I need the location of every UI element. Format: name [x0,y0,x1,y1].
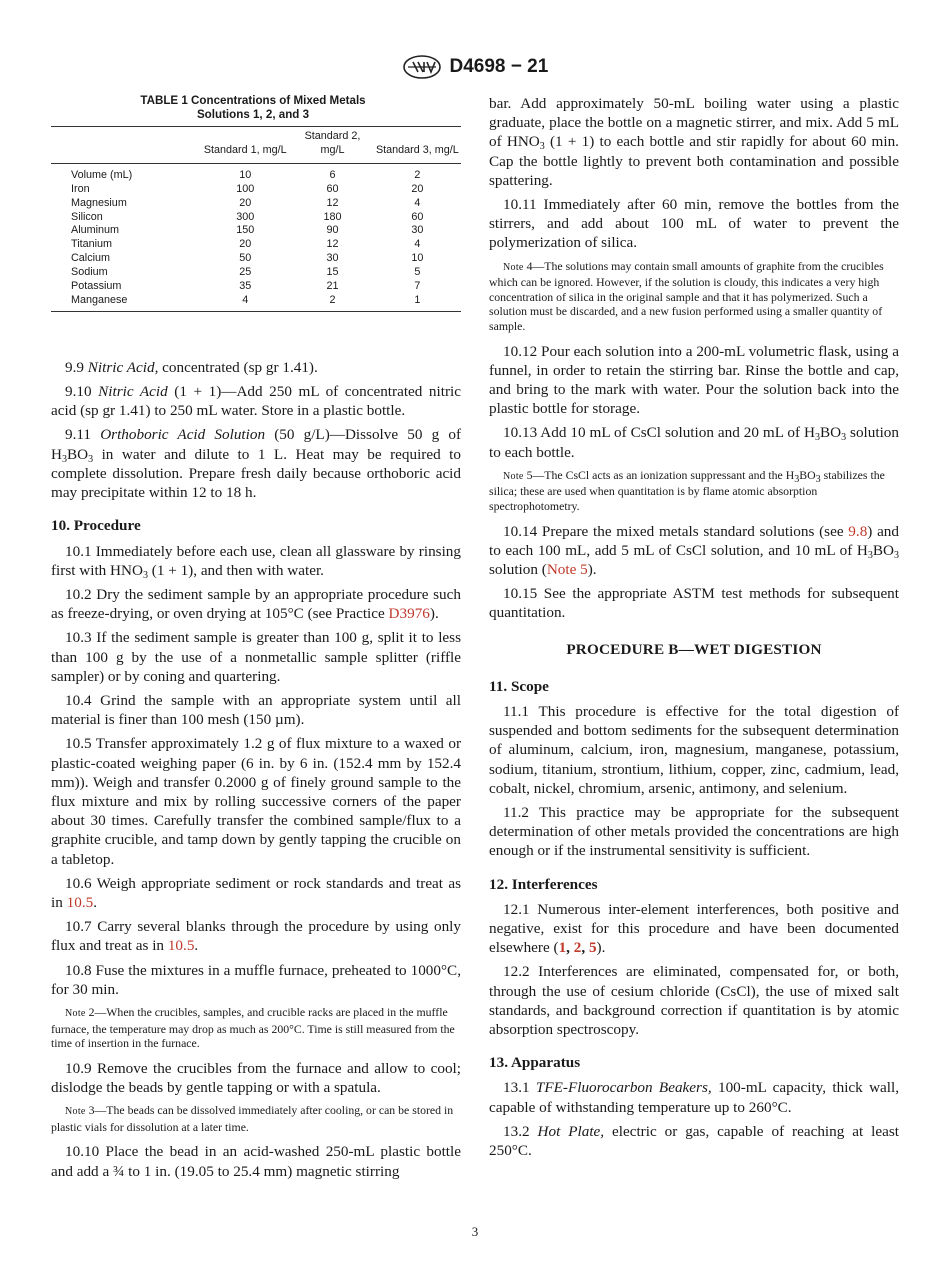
table-cell: 4 [414,238,421,251]
table-row-label: Potassium [71,280,122,293]
paragraph-10-2: 10.2 Dry the sediment sample by an appropriate procedure such as freeze-drying, or oven drying at 105°C (see Practice D3976). [51,585,461,623]
table-cell: 4 [175,294,291,311]
table-row [51,252,461,266]
table-cell: 30 [326,252,339,265]
reference-link-1[interactable]: 1 [558,939,567,957]
paragraph-13-2: 13.2 Hot Plate, electric or gas, capable of reaching at least 250°C. [489,1122,899,1160]
table-cell: 20 [239,196,252,209]
link-9-8[interactable]: 9.8 [848,522,868,540]
section-heading-procedure: 10. Procedure [51,517,141,535]
table-row-label: Titanium [71,238,112,251]
paragraph-10-13: 10.13 Add 10 mL of CsCl solution and 20 mL of $H_3BO_3$ solution to each bottle. [489,424,899,461]
note-5: Note 5—The CsCl acts as an ionization suppressant and the $H_3BO_3$ stabilizes the silica; these are used when quantitation is by flame atomic absorption spectrophotometry. [489,467,885,513]
note-2: Note 2—When the crucibles, samples, and crucible racks are placed in the muffle furnace, the temperature may drop as much as 200°C. Time is still measured from the time of insertion in the furnace. [51,1004,455,1051]
paragraph-9-9: 9.9 Nitric Acid, concentrated (sp gr 1.41). [65,358,318,376]
section-heading-apparatus: 13. Apparatus [489,1054,581,1072]
table-cell: 300 [236,210,255,223]
table-row-label: Silicon [71,210,103,223]
table-header-cell: Standard 3, mg/L [374,127,461,164]
table-row [51,294,461,311]
table-cell: 60 [411,210,424,223]
table-cell: 12 [326,196,339,209]
table-cell: 100 [236,182,255,195]
table-cell: 7 [414,280,421,293]
table-cell: 2 [291,294,373,311]
table-row-label: Manganese [51,294,175,311]
table-header-cell: Standard 2, mg/L [291,127,373,164]
paragraph-9-11: 9.11 Orthoboric Acid Solution (50 g/L)—Dissolve 50 g of $H_3BO_3$ in water and dilute to 1 L. Heat may be required to complete dissolution. Prepare fresh daily because orthoboric acid may precipitate within 12 to 18 h. [51,426,462,502]
page-header [0,54,950,80]
table-cell: 25 [239,266,252,279]
table-cell: 30 [411,224,424,237]
table-cell: 15 [326,266,339,279]
right-column [489,94,899,1165]
paragraph-12-2: 12.2 Interferences are eliminated, compensated for, or both, through the use of cesium chloride (CsCl), the use of mixed salt standards, and background correction if quantitation is by atomic absorption spectroscopy. [489,963,899,1039]
table-cell: 6 [329,168,336,181]
paragraph-10-5: 10.5 Transfer approximately 1.2 g of flux mixture to a waxed or plastic-coated weighing paper (6 in. by 6 in. (152.4 mm by 152.4 mm)). Weigh and transfer 0.2000 g of finely ground sample to the flux mixture and mix by rolling successive corners of the paper about 30 times. Carefully transfer the combined sample/flux to a graphite crucible, and tamp down by gently tapping the crucible on a tabletop. [51,735,461,868]
section-heading-interferences: 12. Interferences [489,875,598,893]
standard-code: D4698 − 21 [449,56,549,78]
table-row [51,280,461,294]
concentrations-table [51,126,461,312]
link-note-5[interactable]: Note 5 [546,561,588,578]
table-cell: 150 [236,224,255,237]
paragraph-10-8: 10.8 Fuse the mixtures in a muffle furnace, preheated to 1000°C, for 30 min. [51,961,461,998]
paragraph-10-3: 10.3 If the sediment sample is greater than 100 g, split it to less than 100 g by the use of a nonmetallic sample splitter (riffle sampler) or by coning and quartering. [51,629,461,685]
paragraph-10-12: 10.12 Pour each solution into a 200-mL volumetric flask, using a funnel, in order to retain the stirring bar. Rinse the bottle and cap, and bring to the mark with water. Pour the solution back into the plastic bottle for storage. [489,342,899,418]
paragraph-11-2: 11.2 This practice may be appropriate for the subsequent determination of other metals provided the concentrations are high enough or if the instrumental sensitivity is sufficient. [489,804,899,860]
paragraph-10-14: 10.14 Prepare the mixed metals standard solutions (see 9.8) and to each 100 mL, add 5 mL of CsCl solution, and 10 mL of $H_3BO_3$ solution (Note 5). [489,522,899,578]
table-cell: 4 [414,196,421,209]
paragraph-10-6: 10.6 Weigh appropriate sediment or rock standards and treat as in 10.5. [51,874,461,911]
table-row-label: Aluminum [71,224,120,237]
paragraph-12-1: 12.1 Numerous inter-element interferences, both positive and negative, exist for this procedure and have been documented elsewhere (1, 2, 5). [489,900,899,957]
table-row [51,163,461,182]
link-d3976[interactable]: D3976 [388,605,430,623]
reference-link-2[interactable]: 2 [573,939,582,957]
table-cell: 2 [414,168,421,181]
table-row-label: Magnesium [71,196,127,209]
table-row [51,238,461,252]
paragraph-10-11: 10.11 Immediately after 60 min, remove the bottles from the stirrers, and add about 100 mL of water to prevent the polymerization of silica. [489,196,899,252]
table-cell: 20 [411,182,424,195]
note-4: Note 4—The solutions may contain small amounts of graphite from the crucibles which can be ignored. However, if the solution is cloudy, this indicates a very high concentration of silica in the original sample and that it has polymerized. Such a solution must be discarded, and a new fusion performed using a smaller quantity of sample. [489,258,884,333]
table-row [51,197,461,211]
paragraph-13-1: 13.1 TFE-Fluorocarbon Beakers, 100-mL capacity, thick wall, capable of withstanding temperature up to 260°C. [489,1079,900,1116]
paragraph-10-10-continued: bar. Add approximately 50-mL boiling water using a plastic graduate, place the bottle on a magnetic stirrer, and mix. Add 5 mL of $HNO_3$ (1 + 1) to each bottle and stir rapidly for about 60 min. Cap the bottle lightly to prevent both contamination and possible spattering. [489,95,899,189]
table-row-label: Volume (mL) [71,168,133,181]
table-cell: 12 [326,238,339,251]
table-row-label: Iron [71,182,90,195]
table-cell: 35 [239,280,252,293]
paragraph-10-15: 10.15 See the appropriate ASTM test methods for subsequent quantitation. [489,585,899,622]
link-10-5[interactable]: 10.5 [167,937,195,955]
table-row [51,266,461,280]
table-cell: 21 [326,280,339,293]
table-row-label: Sodium [71,266,108,279]
table-cell: 60 [326,182,339,195]
table-cell: 180 [323,210,342,223]
table-cell: 10 [411,252,424,265]
astm-logo-icon [402,54,442,80]
paragraph-10-10: 10.10 Place the bead in an acid-washed 250-mL plastic bottle and add a ¾ to 1 in. (19.05 to 25.4 mm) magnetic stirring [51,1143,461,1180]
table-cell: 20 [239,238,252,251]
table-cell: 1 [374,294,461,311]
table-cell: 10 [239,168,252,181]
table-row-label: Calcium [71,252,110,265]
table-header-cell: Standard 1, mg/L [175,127,291,164]
paragraph-10-7: 10.7 Carry several blanks through the procedure by using only flux and treat as in 10.5. [51,918,461,955]
reference-link-5[interactable]: 5 [588,939,597,957]
paragraph-11-1: 11.1 This procedure is effective for the total digestion of suspended and bottom sediments for the subsequent determination of aluminum, calcium, iron, magnesium, manganese, potassium, sodium, titanium, strontium, lithium, copper, zinc, cadmium, lead, cobalt, nickel, chromium, arsenic, antimony, and selenium. [489,703,899,797]
table-row [51,211,461,225]
paragraph-10-4: 10.4 Grind the sample with an appropriate system until all material is finer than 100 mesh (150 µm). [51,691,461,729]
table-row [51,183,461,197]
table-cell: 5 [414,266,421,279]
table-header-row [51,127,461,164]
link-10-5[interactable]: 10.5 [66,893,94,911]
table-header-cell [51,127,175,164]
paragraph-10-9: 10.9 Remove the crucibles from the furnace and allow to cool; dislodge the beads by gentle tapping or with a spatula. [51,1059,461,1096]
table-cell: 50 [239,252,252,265]
section-heading-scope: 11. Scope [489,677,549,695]
note-3: Note 3—The beads can be dissolved immediately after cooling, or can be stored in plastic vials for dissolution at a later time. [51,1103,454,1134]
table-cell: 90 [326,224,339,237]
page-number: 3 [471,1224,479,1239]
table-title: TABLE 1 Concentrations of Mixed Metals Solutions 1, 2, and 3 [140,94,366,121]
procedure-b-heading: PROCEDURE B—WET DIGESTION [566,640,822,658]
paragraph-9-10: 9.10 Nitric Acid (1 + 1)—Add 250 mL of concentrated nitric acid (sp gr 1.41) to 250 mL water. Store in a plastic bottle. [51,383,461,420]
paragraph-10-1: 10.1 Immediately before each use, clean all glassware by rinsing first with $HNO_3$ (1 + 1), and then with water. [51,542,461,581]
left-column [51,94,461,1186]
table-row [51,224,461,238]
